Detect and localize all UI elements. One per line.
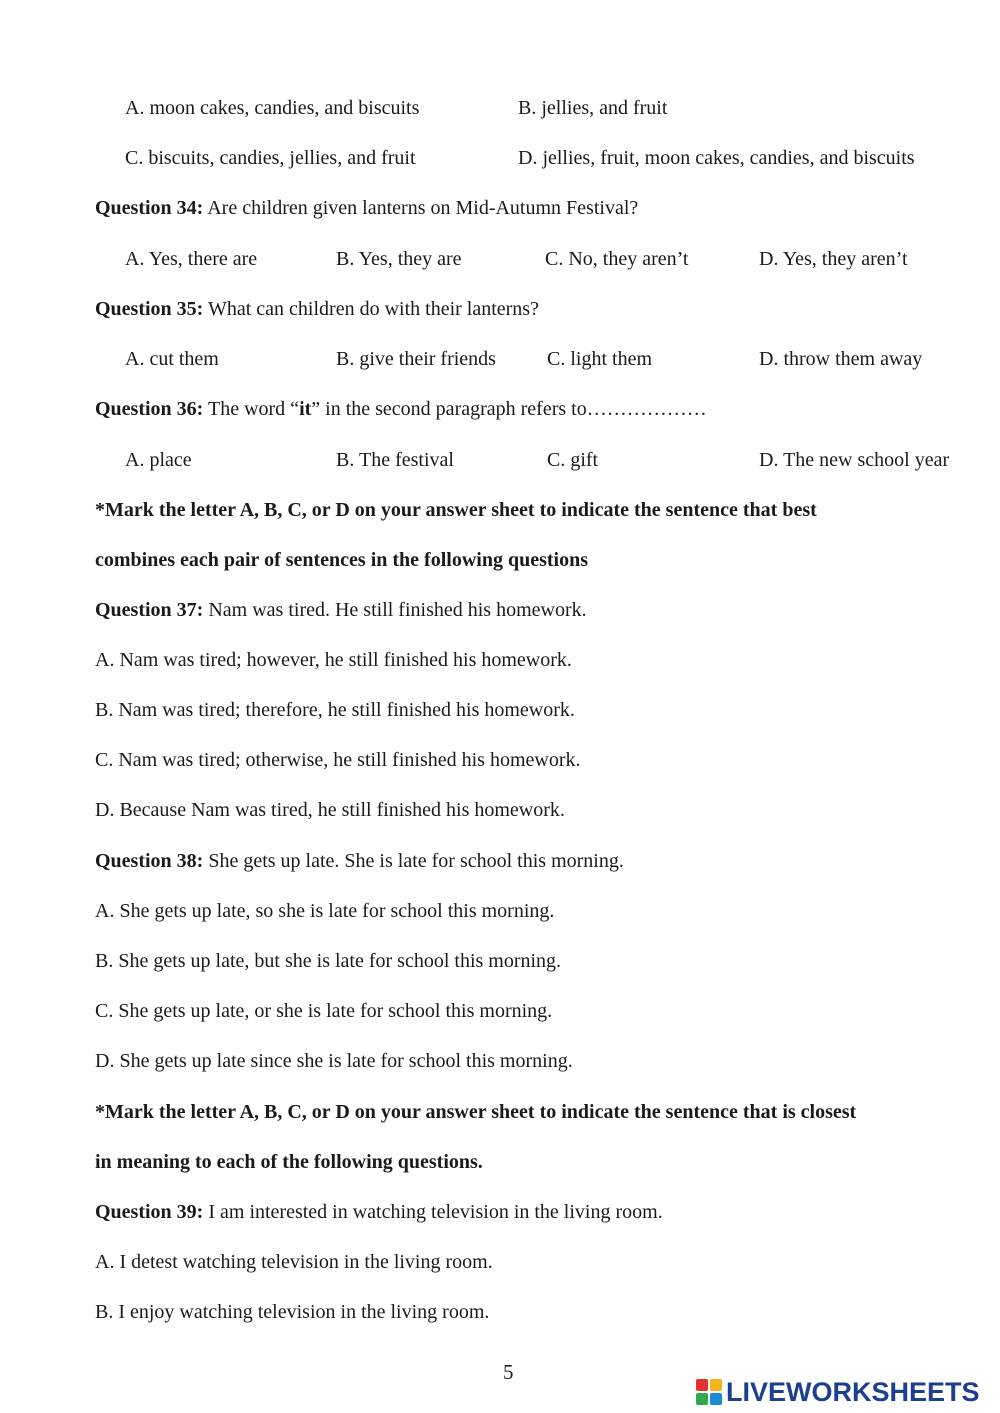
question-label: Question 39:	[95, 1201, 204, 1223]
logo-icon	[696, 1379, 722, 1405]
question-35	[95, 297, 539, 321]
q39-option-b: B. I enjoy watching television in the living room.	[95, 1301, 490, 1323]
q35-option-b: B. give their friends	[336, 348, 496, 370]
question-label: Question 38:	[95, 850, 204, 872]
question-text: Nam was tired. He still finished his homework.	[203, 599, 587, 621]
logo-square-yellow	[710, 1379, 722, 1391]
q33-option-b: B. jellies, and fruit	[518, 97, 668, 119]
logo-text: LIVEWORKSHEETS	[726, 1376, 980, 1407]
question-text-before: The word “	[203, 398, 300, 420]
q36-option-a: A. place	[125, 449, 192, 471]
logo-square-blue	[710, 1393, 722, 1405]
question-34	[95, 196, 638, 220]
q35-option-a: A. cut them	[125, 348, 219, 370]
q37-option-a: A. Nam was tired; however, he still finished his homework.	[95, 649, 572, 671]
question-label: Question 34:	[95, 197, 204, 219]
q33-option-c: C. biscuits, candies, jellies, and fruit	[125, 147, 416, 169]
q37-option-c: C. Nam was tired; otherwise, he still finished his homework.	[95, 749, 581, 771]
page-number: 5	[503, 1360, 514, 1384]
q34-option-c: C. No, they aren’t	[545, 248, 689, 270]
question-36	[95, 397, 707, 421]
question-label: Question 37:	[95, 599, 204, 621]
q38-option-c: C. She gets up late, or she is late for school this morning.	[95, 1000, 553, 1022]
q36-option-d: D. The new school year	[759, 449, 950, 471]
question-keyword: it	[299, 398, 312, 420]
logo-square-red	[696, 1379, 708, 1391]
instruction-line-2: combines each pair of sentences in the following questions	[95, 549, 588, 571]
question-37	[95, 598, 587, 622]
q37-option-d: D. Because Nam was tired, he still finished his homework.	[95, 799, 565, 821]
q34-option-b: B. Yes, they are	[336, 248, 462, 270]
q35-option-c: C. light them	[547, 348, 652, 370]
q33-option-a: A. moon cakes, candies, and biscuits	[125, 97, 420, 119]
question-38	[95, 849, 624, 873]
instruction-2-line-2: in meaning to each of the following questions.	[95, 1151, 483, 1173]
q38-option-d: D. She gets up late since she is late for school this morning.	[95, 1050, 573, 1072]
q35-option-d: D. throw them away	[759, 348, 923, 370]
question-39	[95, 1200, 663, 1224]
question-text: I am interested in watching television in the living room.	[203, 1201, 663, 1223]
logo-square-green	[696, 1393, 708, 1405]
question-text: What can children do with their lanterns?	[203, 298, 539, 320]
q38-option-b: B. She gets up late, but she is late for school this morning.	[95, 950, 562, 972]
question-text-after: ” in the second paragraph refers to………………	[311, 398, 707, 420]
q34-option-a: A. Yes, there are	[125, 248, 258, 270]
q39-option-a: A. I detest watching television in the living room.	[95, 1251, 493, 1273]
q38-option-a: A. She gets up late, so she is late for school this morning.	[95, 900, 555, 922]
question-text: She gets up late. She is late for school this morning.	[203, 850, 624, 872]
question-label: Question 36:	[95, 398, 204, 420]
q37-option-b: B. Nam was tired; therefore, he still finished his homework.	[95, 699, 575, 721]
instruction-line-1: *Mark the letter A, B, C, or D on your answer sheet to indicate the sentence that best	[95, 499, 817, 521]
q34-option-d: D. Yes, they aren’t	[759, 248, 908, 270]
q36-option-b: B. The festival	[336, 449, 454, 471]
q36-option-c: C. gift	[547, 449, 599, 471]
question-label: Question 35:	[95, 298, 204, 320]
question-text: Are children given lanterns on Mid-Autumn Festival?	[203, 197, 639, 219]
instruction-2-line-1: *Mark the letter A, B, C, or D on your answer sheet to indicate the sentence that is closest	[95, 1101, 857, 1123]
q33-option-d: D. jellies, fruit, moon cakes, candies, and biscuits	[518, 147, 915, 169]
liveworksheets-logo[interactable]	[696, 1376, 980, 1408]
